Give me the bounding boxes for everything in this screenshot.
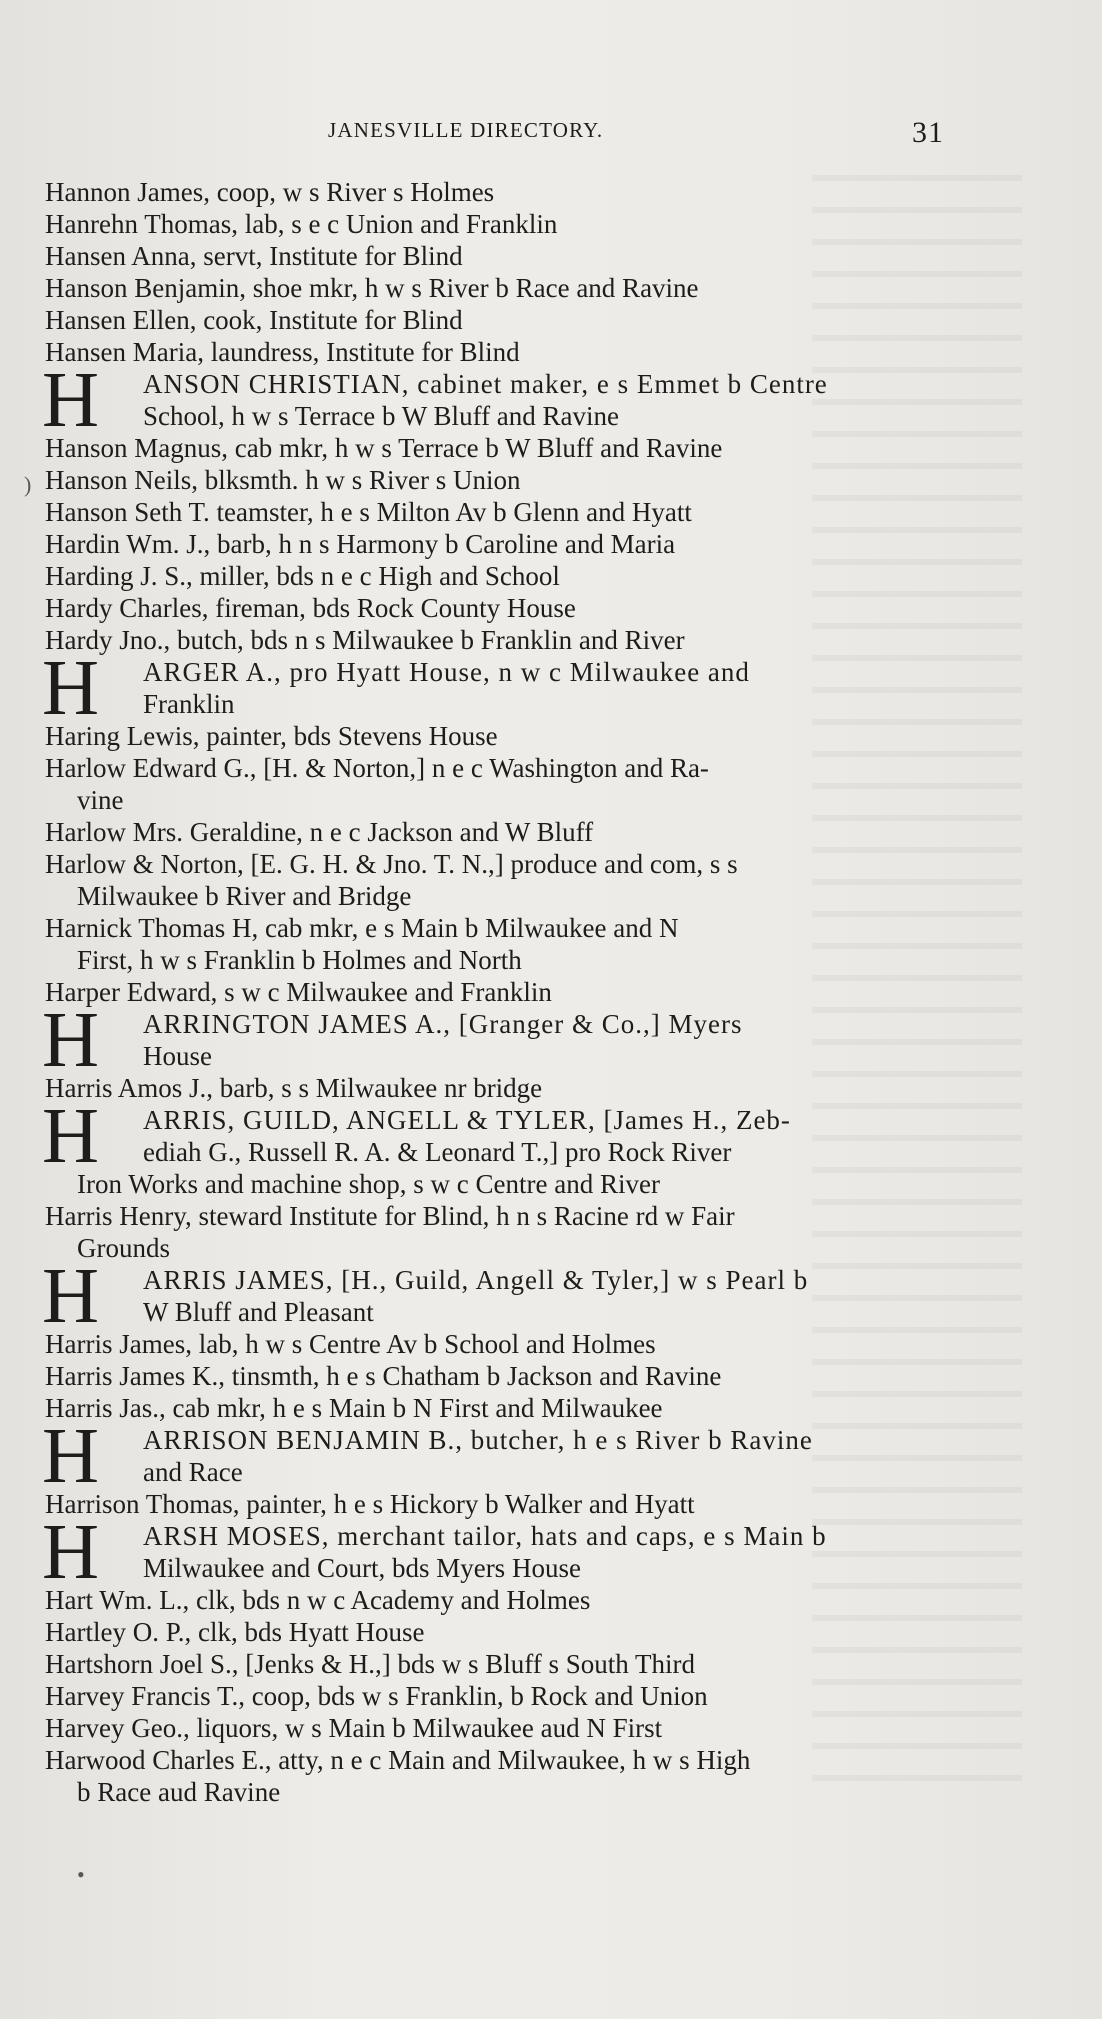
directory-entry	[45, 1072, 955, 1104]
directory-entry	[45, 816, 955, 848]
entry-continuation-line: Franklin	[143, 689, 235, 719]
entry-continuation-line: W Bluff and Pleasant	[143, 1297, 374, 1327]
entry-line: Harwood Charles E., atty, n e c Main and Milwaukee, h w s High	[45, 1745, 751, 1775]
page-number: 31	[912, 116, 944, 149]
entry-continuation-line: and Race	[143, 1457, 243, 1487]
entry-continuation-line: Iron Works and machine shop, s w c Centre and River	[77, 1169, 660, 1199]
drop-cap-letter: H	[42, 1093, 100, 1180]
entry-line: Harding J. S., miller, bds n e c High and School	[45, 561, 560, 591]
directory-entry	[45, 720, 955, 752]
directory-entry-featured	[42, 645, 955, 732]
directory-entry	[45, 1584, 955, 1616]
directory-entry	[45, 208, 955, 240]
entry-continuation-line: vine	[77, 785, 124, 815]
entry-line: Hansen Anna, servt, Institute for Blind	[45, 241, 463, 271]
directory-entry	[45, 976, 955, 1008]
entry-line: Haring Lewis, painter, bds Stevens House	[45, 721, 498, 751]
directory-entry	[45, 1200, 955, 1264]
directory-entry	[45, 752, 955, 816]
entry-line: Hansen Ellen, cook, Institute for Blind	[45, 305, 463, 335]
entry-line: Hardin Wm. J., barb, h n s Harmony b Caroline and Maria	[45, 529, 676, 559]
entry-line: Hanson Seth T. teamster, h e s Milton Av b Glenn and Hyatt	[45, 497, 692, 527]
directory-entry-featured	[42, 997, 955, 1084]
directory-entry	[45, 848, 955, 912]
directory-entry	[45, 624, 955, 656]
directory-entry	[45, 1328, 955, 1360]
drop-cap-letter: H	[42, 1413, 100, 1500]
entry-continuation-line: First, h w s Franklin b Holmes and North	[77, 945, 522, 975]
entry-line: Harnick Thomas H, cab mkr, e s Main b Milwaukee and N	[45, 913, 679, 943]
entry-continuation-line: ediah G., Russell R. A. & Leonard T.,] pro Rock River	[143, 1137, 732, 1167]
directory-entry-featured	[42, 1509, 955, 1596]
directory-entry	[45, 1392, 955, 1424]
entry-line: Harris James, lab, h w s Centre Av b School and Holmes	[45, 1329, 656, 1359]
margin-mark: )	[24, 472, 32, 497]
entry-line: Hanson Neils, blksmth. h w s River s Union	[45, 465, 521, 495]
directory-entry	[45, 1360, 955, 1392]
directory-entry-featured	[42, 1093, 955, 1200]
entry-continuation-line: Milwaukee b River and Bridge	[77, 881, 412, 911]
entry-line: Harvey Geo., liquors, w s Main b Milwaukee aud N First	[45, 1713, 663, 1743]
directory-entry	[45, 304, 955, 336]
entry-line: Harlow Edward G., [H. & Norton,] n e c Washington and Ra-	[45, 753, 709, 783]
entry-line: ARGER A., pro Hyatt House, n w c Milwaukee and	[143, 657, 750, 687]
directory-entry	[45, 336, 955, 368]
entry-line: ARRIS, GUILD, ANGELL & TYLER, [James H., Zeb-	[143, 1105, 791, 1135]
entry-continuation-line: School, h w s Terrace b W Bluff and Ravine	[143, 401, 620, 431]
directory-entry	[45, 464, 955, 496]
entry-line: Harris James K., tinsmth, h e s Chatham b Jackson and Ravine	[45, 1361, 722, 1391]
entry-line: Harris Henry, steward Institute for Blind, h n s Racine rd w Fair	[45, 1201, 735, 1231]
directory-entry	[45, 240, 955, 272]
entry-line: Harlow Mrs. Geraldine, n e c Jackson and W Bluff	[45, 817, 594, 847]
entry-continuation-line: House	[143, 1041, 212, 1071]
entry-line: Hardy Charles, fireman, bds Rock County House	[45, 593, 576, 623]
directory-entry	[45, 1616, 955, 1648]
directory-entry	[45, 272, 955, 304]
entry-line: Hartshorn Joel S., [Jenks & H.,] bds w s Bluff s South Third	[45, 1649, 696, 1679]
directory-entry	[45, 176, 955, 208]
entry-line: Hartley O. P., clk, bds Hyatt House	[45, 1617, 425, 1647]
directory-entry-featured	[42, 357, 955, 444]
drop-cap-letter: H	[42, 997, 100, 1084]
drop-cap-letter: H	[42, 1253, 100, 1340]
entry-line: Harlow & Norton, [E. G. H. & Jno. T. N.,] produce and com, s s	[45, 849, 738, 879]
entry-line: Hannon James, coop, w s River s Holmes	[45, 177, 495, 207]
entry-line: ARRISON BENJAMIN B., butcher, h e s River b Ravine	[143, 1425, 813, 1455]
directory-entry-featured	[42, 1253, 955, 1340]
directory-entry	[45, 1680, 955, 1712]
entry-line: Harris Amos J., barb, s s Milwaukee nr bridge	[45, 1073, 543, 1103]
entry-line: Harrison Thomas, painter, h e s Hickory b Walker and Hyatt	[45, 1489, 695, 1519]
entry-line: Hanrehn Thomas, lab, s e c Union and Franklin	[45, 209, 558, 239]
entry-line: Hanson Benjamin, shoe mkr, h w s River b Race and Ravine	[45, 273, 699, 303]
entry-continuation-line: b Race aud Ravine	[77, 1777, 281, 1807]
directory-entry-featured	[42, 1413, 955, 1500]
entry-line: Hansen Maria, laundress, Institute for Blind	[45, 337, 520, 367]
drop-cap-letter: H	[42, 645, 100, 732]
ink-dot: •	[77, 1862, 85, 1887]
directory-entry	[45, 496, 955, 528]
directory-entry	[45, 528, 955, 560]
directory-entry	[45, 912, 955, 976]
entry-line: ARRIS JAMES, [H., Guild, Angell & Tyler,] w s Pearl b	[143, 1265, 809, 1295]
directory-entry	[45, 592, 955, 624]
entry-line: Hanson Magnus, cab mkr, h w s Terrace b W Bluff and Ravine	[45, 433, 723, 463]
entry-line: Hart Wm. L., clk, bds n w c Academy and Holmes	[45, 1585, 591, 1615]
directory-entries	[42, 176, 955, 1808]
page-header-title: JANESVILLE DIRECTORY.	[328, 118, 604, 142]
directory-entry	[45, 1648, 955, 1680]
entry-line: Hardy Jno., butch, bds n s Milwaukee b Franklin and River	[45, 625, 685, 655]
directory-entry	[45, 1712, 955, 1744]
entry-line: ANSON CHRISTIAN, cabinet maker, e s Emmet b Centre	[143, 369, 828, 399]
entry-continuation-line: Grounds	[77, 1233, 170, 1263]
directory-entry	[45, 560, 955, 592]
entry-line: Harper Edward, s w c Milwaukee and Franklin	[45, 977, 552, 1007]
entry-line: Harvey Francis T., coop, bds w s Franklin, b Rock and Union	[45, 1681, 708, 1711]
entry-line: ARSH MOSES, merchant tailor, hats and caps, e s Main b	[143, 1521, 827, 1551]
entry-line: ARRINGTON JAMES A., [Granger & Co.,] Myers	[143, 1009, 743, 1039]
drop-cap-letter: H	[42, 1509, 100, 1596]
directory-entry	[45, 432, 955, 464]
directory-entry	[45, 1488, 955, 1520]
entry-line: Harris Jas., cab mkr, h e s Main b N First and Milwaukee	[45, 1393, 663, 1423]
entry-continuation-line: Milwaukee and Court, bds Myers House	[143, 1553, 581, 1583]
directory-entry	[45, 1744, 955, 1808]
drop-cap-letter: H	[42, 357, 100, 444]
